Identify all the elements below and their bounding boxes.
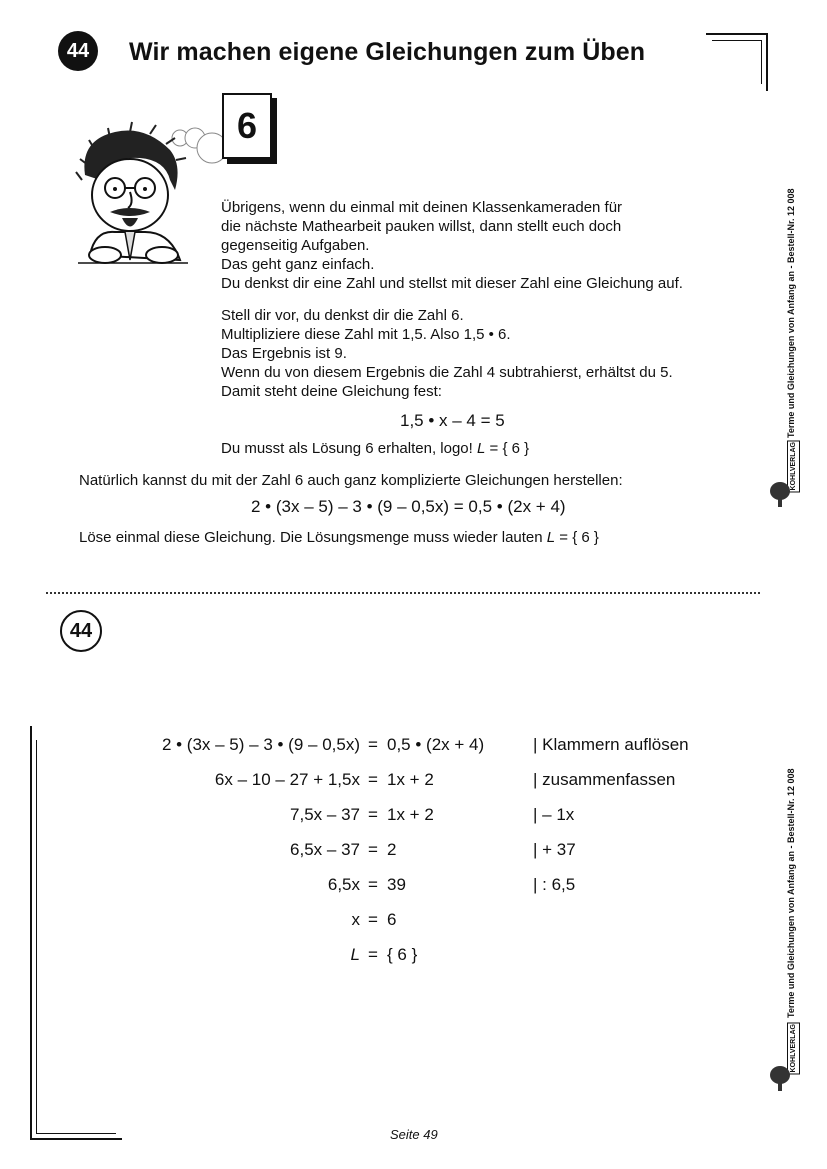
intro-line: Das geht ganz einfach. (221, 256, 375, 273)
task-intro: Natürlich kannst du mit der Zahl 6 auch ganz komplizierte Gleichungen herstellen: (79, 472, 623, 489)
step-equals: = (368, 945, 378, 964)
step-left: 6,5x (327, 875, 360, 894)
example-paragraph (221, 306, 673, 401)
step-right: 1x + 2 (387, 805, 434, 824)
step-right: { 6 } (387, 945, 418, 964)
number-card: 6 (222, 93, 272, 159)
task-instruction-text: Löse einmal diese Gleichung. Die Lösungsmenge muss wieder lauten (79, 529, 543, 546)
professor-illustration (70, 120, 230, 270)
publisher-logo-top: KOHLVERLAG (787, 440, 800, 492)
step-equals: = (368, 840, 378, 859)
solution-hint (221, 440, 529, 457)
intro-paragraph (221, 198, 683, 293)
task-equation: 2 • (3x – 5) – 3 • (9 – 0,5x) = 0,5 • (2x + 4) (251, 497, 566, 516)
step-note: | zusammenfassen (533, 770, 676, 789)
solution-step (0, 870, 760, 900)
example-line: Wenn du von diesem Ergebnis die Zahl 4 subtrahierst, erhältst du 5. (221, 364, 673, 381)
example-line: Damit steht deine Gleichung fest: (221, 383, 442, 400)
step-equals: = (368, 910, 378, 929)
intro-line: gegenseitig Aufgaben. (221, 237, 370, 254)
intro-line: die nächste Mathearbeit pauken willst, dann stellt euch doch (221, 218, 622, 235)
step-left: x (351, 910, 360, 929)
publisher-logo-bottom: KOHLVERLAG (787, 1022, 800, 1074)
solution-step (0, 940, 760, 970)
step-left: 6x – 10 – 27 + 1,5x (214, 770, 360, 789)
step-equals: = (368, 875, 378, 894)
page-title: Wir machen eigene Gleichungen zum Üben (129, 38, 646, 66)
solution-hint-text: Du musst als Lösung 6 erhalten, logo! (221, 440, 473, 457)
example-line: Das Ergebnis ist 9. (221, 345, 347, 362)
step-left: L (350, 945, 360, 964)
solution-step (0, 835, 760, 865)
frame-corner-right-inner (761, 40, 762, 84)
frame-corner-top (706, 33, 768, 35)
step-left: 6,5x – 37 (290, 840, 360, 859)
tree-icon (768, 1064, 792, 1092)
side-label-top: Terme und Gleichungen von Anfang an - Bestell-Nr. 12 008 (786, 188, 796, 438)
step-equals: = (368, 735, 378, 754)
side-label-bottom: Terme und Gleichungen von Anfang an - Bestell-Nr. 12 008 (786, 768, 796, 1018)
step-note: | – 1x (533, 805, 575, 824)
frame-corner-top-inner (712, 40, 762, 41)
task-set-symbol: L (546, 529, 556, 546)
solution-number-badge: 44 (60, 610, 102, 652)
page-number: Seite 49 (390, 1127, 438, 1142)
solution-steps (0, 730, 760, 970)
step-note: | + 37 (533, 840, 576, 859)
example-line: Stell dir vor, du denkst dir die Zahl 6. (221, 307, 464, 324)
task-instruction (79, 529, 599, 546)
cut-line (46, 592, 760, 594)
solution-step (0, 765, 760, 795)
step-equals: = (368, 805, 378, 824)
task-set-value: = { 6 } (559, 529, 599, 546)
step-note: | Klammern auflösen (533, 735, 689, 754)
solution-step (0, 800, 760, 830)
step-equals: = (368, 770, 378, 789)
step-left: 7,5x – 37 (290, 805, 360, 824)
example-line: Multipliziere diese Zahl mit 1,5. Also 1,5 • 6. (221, 326, 511, 343)
step-right: 6 (387, 910, 397, 929)
step-right: 2 (387, 840, 397, 859)
step-right: 1x + 2 (387, 770, 434, 789)
step-left: 2 • (3x – 5) – 3 • (9 – 0,5x) (161, 735, 360, 754)
tree-icon (768, 480, 792, 508)
solution-set-value: = { 6 } (489, 440, 530, 457)
solution-frame-bottom-inner (36, 1133, 116, 1134)
solution-step (0, 905, 760, 935)
step-note: | : 6,5 (533, 875, 576, 894)
solution-set-symbol: L (477, 440, 486, 457)
step-right: 0,5 • (2x + 4) (387, 735, 485, 754)
intro-line: Übrigens, wenn du einmal mit deinen Klassenkameraden für (221, 199, 623, 216)
task-number-badge: 44 (58, 31, 98, 71)
example-equation: 1,5 • x – 4 = 5 (400, 411, 505, 430)
solution-frame-bottom (30, 1138, 122, 1140)
frame-corner-right (766, 33, 768, 91)
intro-line: Du denkst dir eine Zahl und stellst mit dieser Zahl eine Gleichung auf. (221, 275, 683, 292)
solution-step (0, 730, 760, 760)
step-right: 39 (387, 875, 406, 894)
